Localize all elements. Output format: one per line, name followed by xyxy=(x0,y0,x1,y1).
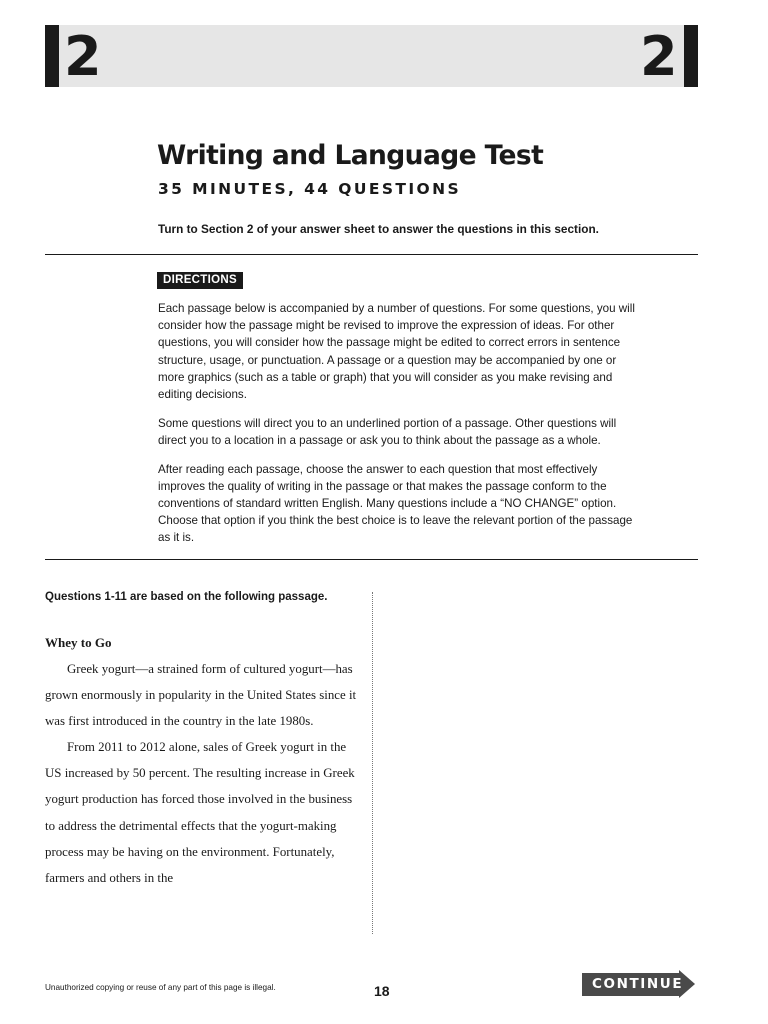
passage-body xyxy=(45,656,357,891)
divider-top xyxy=(45,254,698,255)
test-subtitle: 35 MINUTES, 44 QUESTIONS xyxy=(158,180,462,198)
section-header-band xyxy=(45,25,698,87)
answer-sheet-instruction: Turn to Section 2 of your answer sheet to answer the questions in this section. xyxy=(158,222,599,236)
passage-paragraph: Greek yogurt—a strained form of cultured yogurt—has grown enormously in popularity in the United States since it was first introduced in the country in the late 1980s. xyxy=(45,662,357,729)
continue-button[interactable] xyxy=(582,970,697,999)
passage-paragraph: From 2011 to 2012 alone, sales of Greek yogurt in the US increased by 50 percent. The resulting increase in Greek yogurt production has forced those involved in the business to address the detrimental effects that the yogurt-making process may be having on the environment. Fortunately, farmers and others in the xyxy=(45,740,355,885)
directions-paragraph: After reading each passage, choose the answer to each question that most effectively improves the quality of writing in the passage or that makes the passage conform to the conventions of standard written English. Many questions include a “NO CHANGE” option. Choose that option if you think the best choice is to leave the relevant portion of the passage as it is. xyxy=(158,462,633,545)
divider-bottom xyxy=(45,559,698,560)
section-marker-bar-right xyxy=(684,25,698,87)
section-number-left: 2 xyxy=(64,25,102,88)
test-title: Writing and Language Test xyxy=(157,140,544,171)
passage-title: Whey to Go xyxy=(45,635,112,650)
copyright-notice: Unauthorized copying or reuse of any part of this page is illegal. xyxy=(45,983,276,992)
directions-body xyxy=(158,300,638,558)
column-divider xyxy=(372,592,373,934)
directions-paragraph: Some questions will direct you to an underlined portion of a passage. Other questions will direct you to a location in a passage or ask you to think about the passage as a whole. xyxy=(158,416,617,447)
passage-intro: Questions 1-11 are based on the following passage. xyxy=(45,591,328,603)
directions-paragraph: Each passage below is accompanied by a number of questions. For some questions, you will consider how the passage might be revised to improve the expression of ideas. For other questions, you will consider how the passage might be edited to correct errors in sentence structure, usage, or punctuation. A passage or a question may be accompanied by one or more graphics (such as a table or graph) that you will consider as you make revising and editing decisions. xyxy=(158,302,635,402)
page-number: 18 xyxy=(374,983,390,999)
continue-label: CONTINUE xyxy=(592,976,684,992)
directions-label: DIRECTIONS xyxy=(157,272,243,289)
section-number-right: 2 xyxy=(640,25,678,88)
section-marker-bar-left xyxy=(45,25,59,87)
